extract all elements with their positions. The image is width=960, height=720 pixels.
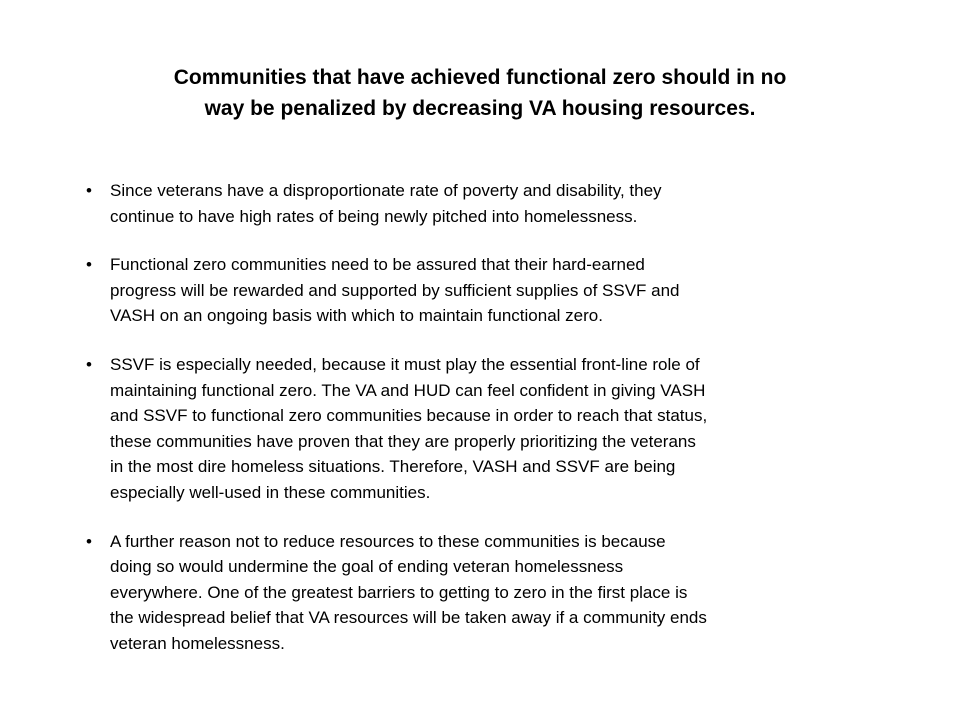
- bullet-line: the widespread belief that VA resources will be taken away if a community ends: [110, 608, 707, 628]
- bullet-line: continue to have high rates of being newly pitched into homelessness.: [110, 206, 638, 226]
- bullet-line: Functional zero communities need to be assured that their hard-earned: [110, 255, 645, 275]
- slide-title: [110, 62, 850, 124]
- bullet-line: A further reason not to reduce resources to these communities is because: [110, 531, 666, 551]
- bullet-text: [110, 178, 886, 229]
- bullet-line: progress will be rewarded and supported by sufficient supplies of SSVF and: [110, 280, 680, 300]
- bullet-item: [86, 352, 886, 506]
- bullet-list: [86, 178, 886, 680]
- bullet-line: doing so would undermine the goal of ending veteran homelessness: [110, 557, 624, 577]
- bullet-line: maintaining functional zero. The VA and HUD can feel confident in giving VASH: [110, 380, 706, 400]
- bullet-item: [86, 178, 886, 229]
- bullet-line: and SSVF to functional zero communities because in order to reach that status,: [110, 406, 708, 426]
- bullet-text: [110, 352, 886, 506]
- bullet-line: everywhere. One of the greatest barriers to getting to zero in the first place is: [110, 582, 688, 602]
- title-line: Communities that have achieved functional zero should in no: [173, 66, 787, 89]
- bullet-marker: •: [86, 255, 92, 275]
- bullet-marker: •: [86, 531, 92, 551]
- bullet-line: SSVF is especially needed, because it must play the essential front-line role of: [110, 354, 700, 374]
- bullet-marker: •: [86, 181, 92, 200]
- bullet-marker: •: [86, 354, 92, 374]
- bullet-text: [110, 252, 886, 329]
- bullet-line: these communities have proven that they are properly prioritizing the veterans: [110, 431, 696, 451]
- bullet-text: [110, 529, 886, 657]
- title-line: way be penalized by decreasing VA housing resources.: [204, 97, 756, 120]
- bullet-line: veteran homelessness.: [110, 633, 285, 653]
- bullet-line: VASH on an ongoing basis with which to maintain functional zero.: [110, 306, 603, 326]
- bullet-item: [86, 529, 886, 657]
- bullet-line: in the most dire homeless situations. Therefore, VASH and SSVF are being: [110, 457, 676, 477]
- bullet-line: Since veterans have a disproportionate rate of poverty and disability, they: [110, 181, 662, 200]
- bullet-line: especially well-used in these communities.: [110, 482, 431, 502]
- bullet-item: [86, 252, 886, 329]
